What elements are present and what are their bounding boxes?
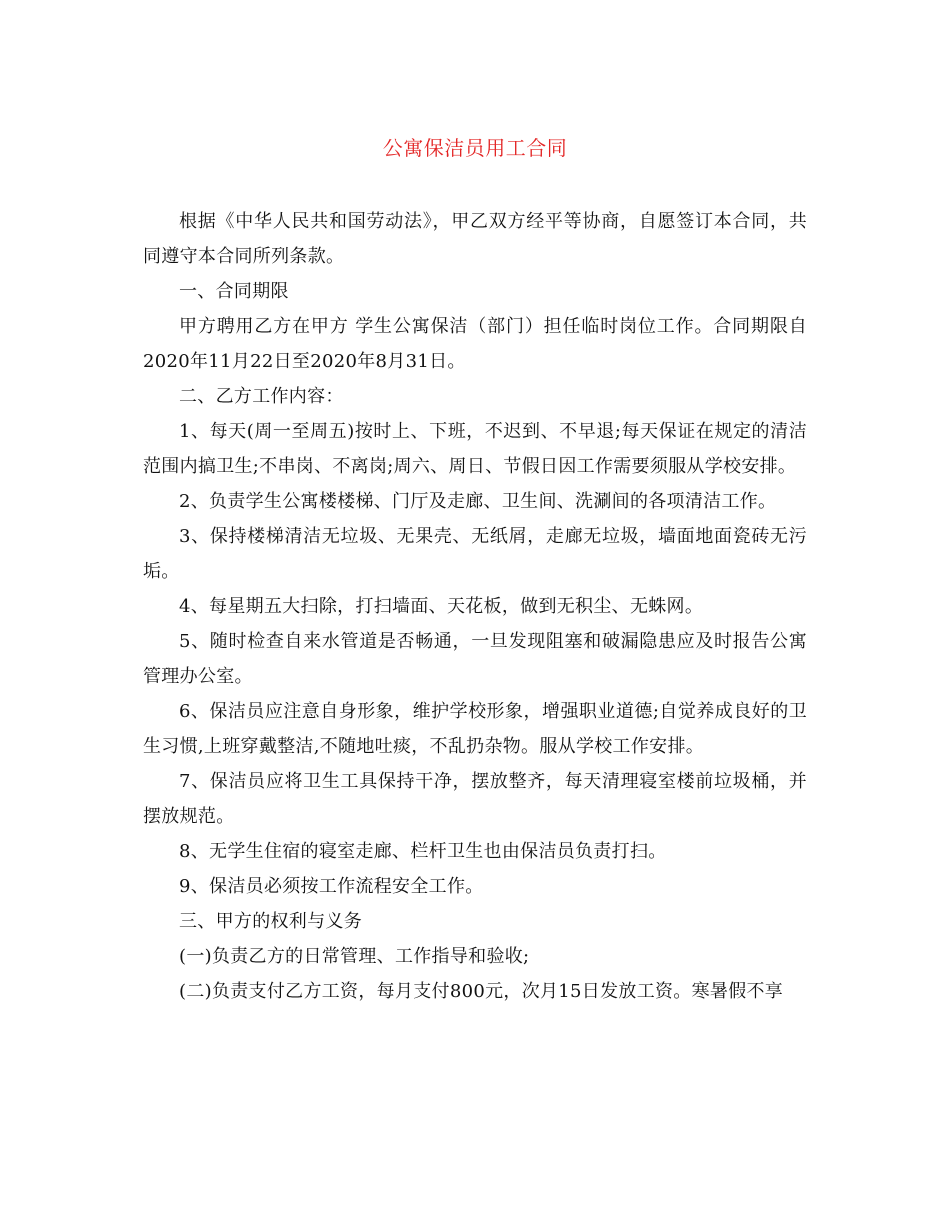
section-heading-party-a: 三、甲方的权利与义务	[179, 911, 362, 932]
duty-item-6: 6、保洁员应注意自身形象，维护学校形象，增强职业道德;自觉养成良好的卫生习惯,上班穿戴整洁,不随地吐痰，不乱扔杂物。服从学校工作安排。	[143, 701, 807, 757]
paragraph-term: 甲方聘用乙方在甲方 学生公寓保洁（部门）担任临时岗位工作。合同期限自2020年11月22日至2020年8月31日。	[143, 316, 807, 372]
section-heading-duties: 二、乙方工作内容：	[179, 386, 344, 407]
duty-item-8: 8、无学生住宿的寝室走廊、栏杆卫生也由保洁员负责打扫。	[179, 841, 667, 862]
section-heading-term: 一、合同期限	[179, 281, 289, 302]
duty-item-4: 4、每星期五大扫除，打扫墙面、天花板，做到无积尘、无蛛网。	[179, 596, 704, 617]
party-a-item-2: (二)负责支付乙方工资，每月支付800元，次月15日发放工资。寒暑假不享	[179, 981, 784, 1002]
duty-item-7: 7、保洁员应将卫生工具保持干净，摆放整齐，每天清理寝室楼前垃圾桶，并摆放规范。	[143, 771, 807, 827]
document-body	[143, 204, 807, 1009]
duty-item-1: 1、每天(周一至周五)按时上、下班，不迟到、不早退;每天保证在规定的清洁范围内搞卫生;不串岗、不离岗;周六、周日、节假日因工作需要须服从学校安排。	[143, 421, 807, 477]
duty-item-5: 5、随时检查自来水管道是否畅通，一旦发现阻塞和破漏隐患应及时报告公寓管理办公室。	[143, 631, 807, 687]
duty-item-9: 9、保洁员必须按工作流程安全工作。	[179, 876, 484, 897]
party-a-item-1: (一)负责乙方的日常管理、工作指导和验收;	[179, 946, 530, 967]
paragraph-preamble: 根据《中华人民共和国劳动法》，甲乙双方经平等协商，自愿签订本合同，共同遵守本合同所列条款。	[143, 211, 807, 267]
duty-item-3: 3、保持楼梯清洁无垃圾、无果壳、无纸屑，走廊无垃圾，墙面地面瓷砖无污垢。	[143, 526, 807, 582]
duty-item-2: 2、负责学生公寓楼楼梯、门厅及走廊、卫生间、洗涮间的各项清洁工作。	[179, 491, 777, 512]
document-title: 公寓保洁员用工合同	[382, 136, 568, 160]
